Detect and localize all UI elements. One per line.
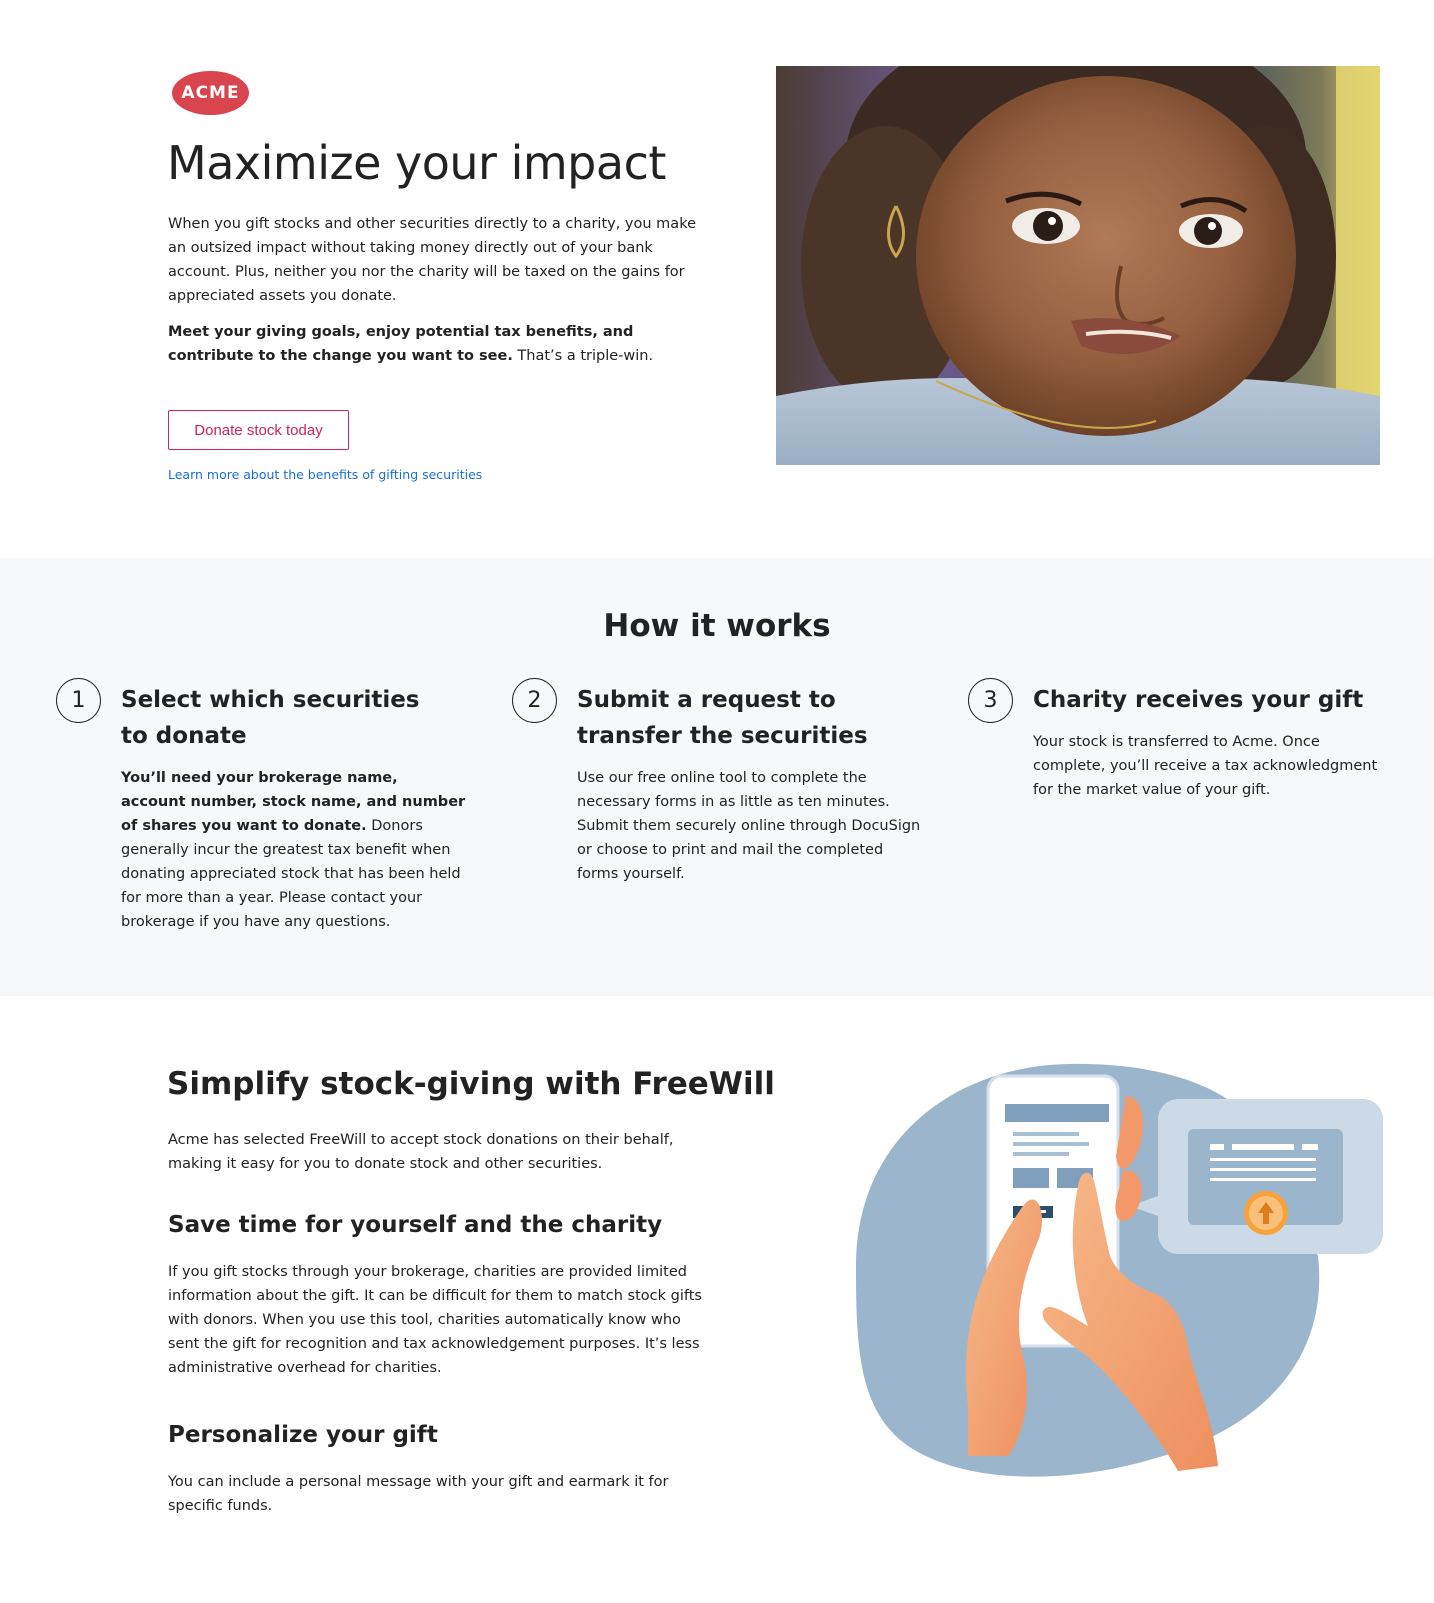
step-title: Submit a request to transfer the securities (577, 687, 868, 749)
hero-section (0, 0, 1434, 558)
step-body-rest: Donors generally incur the greatest tax benefit when donating appreciated stock that has been held for more than a year. Please contact your brokerage if you have any questions. (121, 818, 461, 930)
save-time-body: If you gift stocks through your brokerage, charities are provided limited information about the gift. It can be difficult for them to match stock gifts with donors. When you use this tool, charities automatically know who sent the gift for recognition and tax acknowledgement purposes. It’s less administrative overhead for charities. (168, 1264, 702, 1376)
freewill-section (0, 996, 1434, 1603)
phone-upload-illustration (848, 1056, 1383, 1496)
hero-title: Maximize your impact (167, 136, 666, 190)
learn-more-link[interactable]: Learn more about the benefits of gifting securities (168, 467, 483, 482)
hero-photo-girl (776, 66, 1380, 465)
step-number-badge: 2 (512, 678, 557, 723)
hero-highlight-bold: Meet your giving goals, enjoy potential tax benefits, and contribute to the change you want to see. (168, 324, 634, 364)
acme-logo (172, 71, 249, 115)
hero-paragraph: When you gift stocks and other securities directly to a charity, you make an outsized impact without taking money directly out of your bank account. Plus, neither you nor the charity will be taxed on the gains for appreciated assets you donate. (168, 216, 696, 304)
step-body-bold: You’ll need your brokerage name, account number, stock name, and number of shares you want to donate. (121, 770, 466, 834)
step-body: Your stock is transferred to Acme. Once complete, you’ll receive a tax acknowledgment for the market value of your gift. (1033, 734, 1378, 798)
step-number-badge: 3 (968, 678, 1013, 723)
freewill-title: Simplify stock-giving with FreeWill (167, 1066, 775, 1102)
step-body: Use our free online tool to complete the necessary forms in as little as ten minutes. Submit them securely online through DocuSign or choose to print and mail the completed forms yourself. (577, 770, 921, 882)
step-number-badge: 1 (56, 678, 101, 723)
hero-highlight-rest: That’s a triple-win. (512, 348, 654, 364)
step-title: Select which securities to donate (121, 687, 420, 749)
hero-paragraph-highlight (168, 320, 713, 368)
save-time-heading: Save time for yourself and the charity (168, 1212, 663, 1238)
personalize-body: You can include a personal message with your gift and earmark it for specific funds. (168, 1474, 669, 1514)
logo-text: ACME (181, 83, 240, 103)
how-it-works-section (0, 558, 1434, 996)
how-it-works-title: How it works (603, 608, 831, 644)
personalize-heading: Personalize your gift (168, 1422, 438, 1448)
freewill-intro: Acme has selected FreeWill to accept stock donations on their behalf, making it easy for you to donate stock and other securities. (168, 1132, 674, 1172)
step-title: Charity receives your gift (1033, 687, 1364, 713)
step-body (121, 766, 466, 934)
donate-stock-button[interactable]: Donate stock today (168, 410, 349, 450)
